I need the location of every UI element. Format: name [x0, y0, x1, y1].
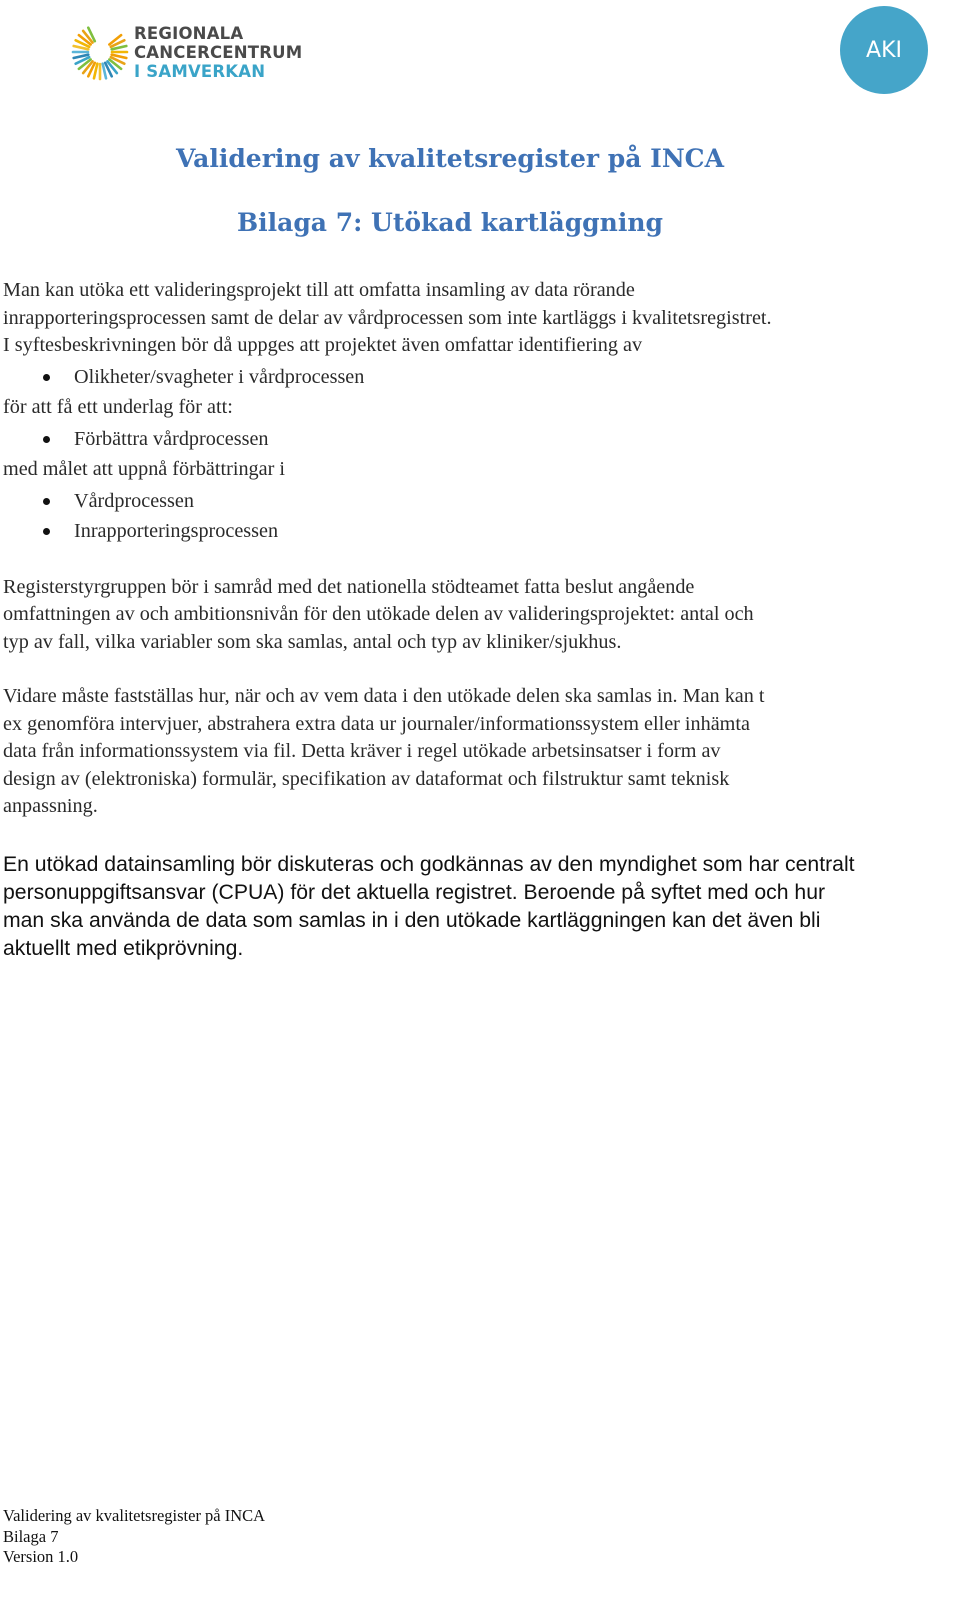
logo-line: CANCERCENTRUM	[134, 42, 303, 62]
paragraph-line: omfattningen av och ambitionsnivån för den utökade delen av valideringsprojektet: antal och	[3, 603, 754, 625]
paragraph-line: anpassning.	[3, 795, 98, 817]
cpua-paragraph	[3, 851, 903, 963]
bullet-item: Vårdprocessen	[3, 486, 903, 517]
paragraph-line: personuppgiftsansvar (CPUA) för det aktuella registret. Beroende på syftet med och hur	[3, 880, 826, 904]
intro-line: Man kan utöka ett valideringsprojekt till att omfatta insamling av data rörande	[3, 279, 635, 301]
logo-line: REGIONALA	[134, 23, 244, 43]
paragraph-line: En utökad datainsamling bör diskuteras och godkännas av den myndighet som har centralt	[3, 852, 855, 876]
paragraph-line: man ska använda de data som samlas in i den utökade kartläggningen kan det även bli	[3, 908, 821, 932]
footer-title: Validering av kvalitetsregister på INCA	[3, 1506, 266, 1525]
connector-text: för att få ett underlag för att:	[3, 396, 233, 418]
sunburst-logo-icon	[70, 22, 130, 82]
paragraph-line: typ av fall, vilka variabler som ska samlas, antal och typ av kliniker/sjukhus.	[3, 630, 622, 653]
page-footer	[3, 1506, 265, 1568]
intro-line: I syftesbeskrivningen bör då uppges att projektet även omfattar identifiering av	[3, 334, 643, 356]
document-body	[3, 277, 903, 963]
paragraph-line: ex genomföra intervjuer, abstrahera extra data ur journaler/informationssystem eller inhämta	[3, 712, 750, 735]
intro-line: inrapporteringsprocessen samt de delar av vårdprocessen som inte kartläggs i kvalitetsregistret.	[3, 306, 772, 329]
paragraph-line: Vidare måste fastställas hur, när och av vem data i den utökade delen ska samlas in. Man kan t	[3, 685, 765, 707]
logo-line: I SAMVERKAN	[134, 61, 266, 81]
bullet-list	[3, 362, 903, 393]
footer-version: Version 1.0	[3, 1547, 79, 1566]
paragraph-line: design av (elektroniska) formulär, specifikation av dataformat och filstruktur samt teknisk	[3, 767, 730, 790]
bullet-list	[3, 486, 903, 547]
bullet-item: Förbättra vårdprocessen	[3, 424, 903, 455]
connector-text: med målet att uppnå förbättringar i	[3, 458, 285, 480]
rcc-logo	[70, 20, 302, 84]
document-subtitle: Bilaga 7: Utökad kartläggning	[237, 208, 663, 237]
logo-wordmark	[134, 24, 302, 81]
bullet-item: Olikheter/svagheter i vårdprocessen	[3, 362, 903, 393]
footer-appendix: Bilaga 7	[3, 1526, 59, 1546]
bullet-list	[3, 424, 903, 455]
paragraph-line: aktuellt med etikprövning.	[3, 936, 244, 960]
aki-badge: AKI	[840, 6, 928, 94]
bullet-item: Inrapporteringsprocessen	[3, 516, 903, 547]
paragraph-line: Registerstyrgruppen bör i samråd med det nationella stödteamet fatta beslut angående	[3, 575, 695, 598]
document-title: Validering av kvalitetsregister på INCA	[176, 144, 724, 173]
paragraph-line: data från informationssystem via fil. Detta kräver i regel utökade arbetsinsatser i form av	[3, 740, 721, 762]
